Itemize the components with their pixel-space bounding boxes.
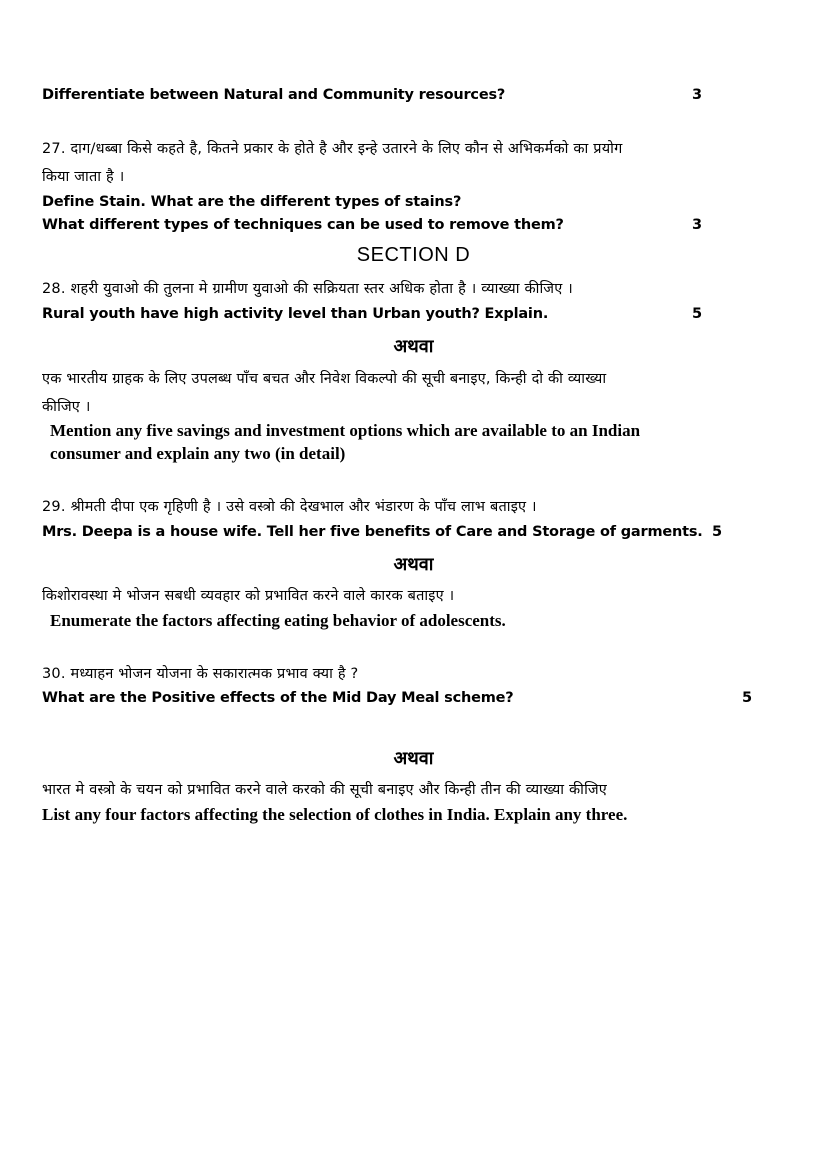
q26-question-en: Differentiate between Natural and Community resources? (42, 87, 506, 103)
q28-marks: 5 (692, 306, 703, 322)
q29-alt-question-en: Enumerate the factors affecting eating behavior of adolescents. (50, 611, 506, 630)
q29-marks: 5 (712, 524, 723, 540)
q30-marks: 5 (742, 690, 753, 706)
q30-question-hi: 30. मध्याहन भोजन योजना के सकारात्मक प्रभाव क्या है ? (42, 666, 359, 682)
q30-alt-question-hi: भारत मे वस्त्रो के चयन को प्रभावित करने वाले करको की सूची बनाइए और किन्ही तीन की व्याख्या कीजिए (42, 782, 608, 798)
q30-question-en: What are the Positive effects of the Mid Day Meal scheme? (42, 690, 514, 706)
q28-alt-question-en-line1: Mention any five savings and investment options which are available to an Indian (50, 421, 641, 440)
q27-question-en-line2: What different types of techniques can be used to remove them? (42, 217, 564, 233)
q28-alt-question-hi-line1: एक भारतीय ग्राहक के लिए उपलब्ध पाँच बचत और निवेश विकल्पो की सूची बनाइए, किन्ही दो की व्याख्या (42, 371, 607, 387)
q27-question-hi-line2: किया जाता है । (42, 169, 125, 185)
section-d-heading: SECTION D (356, 244, 471, 266)
q30-alt-question-en: List any four factors affecting the selection of clothes in India. Explain any three. (42, 805, 628, 824)
q28-question-en: Rural youth have high activity level than Urban youth? Explain. (42, 306, 549, 322)
q28-or-heading: अथवा (393, 336, 434, 357)
q28-alt-question-hi-line2: कीजिए । (42, 399, 91, 415)
q29-question-hi: 29. श्रीमती दीपा एक गृहिणी है । उसे वस्त्रो की देखभाल और भंडारण के पाँच लाभ बताइए । (42, 499, 537, 515)
q29-alt-question-hi: किशोरावस्था मे भोजन सबधी व्यवहार को प्रभावित करने वाले कारक बताइए । (42, 588, 455, 604)
q28-question-hi: 28. शहरी युवाओ की तुलना मे ग्रामीण युवाओ की सक्रियता स्तर अधिक होता है । व्याख्या कीजिए । (42, 281, 573, 297)
q30-or-heading: अथवा (393, 748, 434, 769)
q27-marks: 3 (692, 217, 703, 233)
q28-alt-question-en-line2: consumer and explain any two (in detail) (50, 444, 346, 463)
q27-question-en-line1: Define Stain. What are the different types of stains? (42, 194, 462, 210)
q26-marks: 3 (692, 87, 703, 103)
q29-or-heading: अथवा (393, 554, 434, 575)
q29-question-en: Mrs. Deepa is a house wife. Tell her five benefits of Care and Storage of garments. (42, 524, 703, 540)
q27-question-hi-line1: 27. दाग/धब्बा किसे कहते है, कितने प्रकार के होते है और इन्हे उतारने के लिए कौन से अभिकर्मको का प्रयोग (42, 141, 623, 157)
